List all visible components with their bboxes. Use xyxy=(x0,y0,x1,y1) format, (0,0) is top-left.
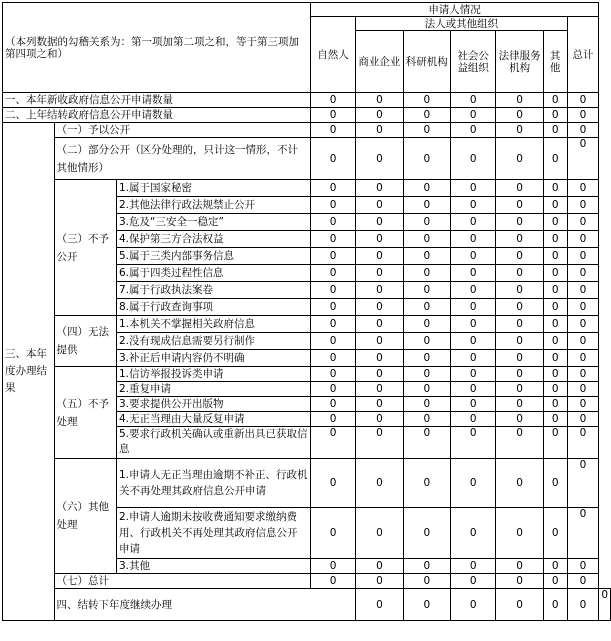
value-cell: 0 xyxy=(356,574,403,589)
value-cell: 0 xyxy=(543,248,567,265)
value-cell: 0 xyxy=(403,397,450,412)
value-cell: 0 xyxy=(496,427,543,459)
row-label: 二、上年结转政府信息公开申请数量 xyxy=(3,108,311,123)
value-cell: 0 xyxy=(496,508,543,559)
value-cell: 0 xyxy=(403,574,450,589)
value-cell: 0 xyxy=(567,108,599,123)
table-row xyxy=(3,316,611,333)
group-6-label: （六）其他处理 xyxy=(54,459,116,574)
value-cell: 0 xyxy=(403,282,450,299)
value-cell: 0 xyxy=(310,108,355,123)
row-label: 一、本年新收政府信息公开申请数量 xyxy=(3,93,311,108)
value-cell: 0 xyxy=(356,138,403,180)
value-cell: 0 xyxy=(310,180,355,197)
header-applicant: 申请人情况 xyxy=(310,3,598,17)
value-cell: 0 xyxy=(496,316,543,333)
value-cell: 0 xyxy=(567,214,599,231)
value-cell: 0 xyxy=(403,427,450,459)
value-cell: 0 xyxy=(450,589,495,621)
value-cell: 0 xyxy=(543,559,567,574)
value-cell: 0 xyxy=(496,180,543,197)
value-cell: 0 xyxy=(450,427,495,459)
value-cell: 0 xyxy=(543,333,567,350)
value-cell: 0 xyxy=(450,397,495,412)
value-cell: 0 xyxy=(356,282,403,299)
value-cell: 0 xyxy=(403,333,450,350)
value-cell: 0 xyxy=(567,382,599,397)
value-cell: 0 xyxy=(450,367,495,382)
value-cell: 0 xyxy=(543,197,567,214)
value-cell: 0 xyxy=(543,108,567,123)
value-cell: 0 xyxy=(496,397,543,412)
value-cell: 0 xyxy=(450,382,495,397)
value-cell: 0 xyxy=(543,397,567,412)
value-cell: 0 xyxy=(450,214,495,231)
value-cell: 0 xyxy=(403,265,450,282)
value-cell: 0 xyxy=(450,412,495,427)
value-cell: 0 xyxy=(356,333,403,350)
value-cell: 0 xyxy=(496,93,543,108)
value-cell: 0 xyxy=(310,367,355,382)
value-cell: 0 xyxy=(356,350,403,367)
value-cell: 0 xyxy=(496,282,543,299)
table-row xyxy=(3,123,611,138)
value-cell: 0 xyxy=(496,265,543,282)
value-cell: 0 xyxy=(450,231,495,248)
value-cell: 0 xyxy=(310,93,355,108)
value-cell: 0 xyxy=(567,316,599,333)
value-cell: 0 xyxy=(356,397,403,412)
value-cell: 0 xyxy=(567,265,599,282)
row-label: 1.属于国家秘密 xyxy=(116,180,310,197)
row-label: 1.申请人无正当理由逾期不补正、行政机关不再处理其政府信息公开申请 xyxy=(116,459,310,508)
value-cell: 0 xyxy=(310,397,355,412)
value-cell: 0 xyxy=(567,282,599,299)
value-cell: 0 xyxy=(567,350,599,367)
row-label: 5.属于三类内部事务信息 xyxy=(116,248,310,265)
value-cell: 0 xyxy=(496,231,543,248)
value-cell: 0 xyxy=(496,412,543,427)
value-cell: 0 xyxy=(310,350,355,367)
value-cell: 0 xyxy=(310,459,355,508)
value-cell: 0 xyxy=(567,559,599,574)
row-label: 2.其他法律行政法规禁止公开 xyxy=(116,197,310,214)
value-cell: 0 xyxy=(450,350,495,367)
value-cell: 0 xyxy=(543,350,567,367)
value-cell: 0 xyxy=(496,248,543,265)
value-cell: 0 xyxy=(403,197,450,214)
header-legal-service: 法律服务机构 xyxy=(496,31,543,93)
value-cell: 0 xyxy=(356,93,403,108)
value-cell: 0 xyxy=(567,508,599,559)
value-cell: 0 xyxy=(356,265,403,282)
group-4-label: （四）无法提供 xyxy=(54,316,116,367)
value-cell: 0 xyxy=(356,248,403,265)
row-label: 2.没有现成信息需要另行制作 xyxy=(116,333,310,350)
value-cell: 0 xyxy=(450,459,495,508)
value-cell: 0 xyxy=(496,214,543,231)
value-cell: 0 xyxy=(356,299,403,316)
value-cell: 0 xyxy=(356,214,403,231)
value-cell: 0 xyxy=(356,108,403,123)
value-cell: 0 xyxy=(310,427,355,459)
value-cell: 0 xyxy=(567,138,599,180)
value-cell: 0 xyxy=(543,382,567,397)
value-cell: 0 xyxy=(310,508,355,559)
value-cell: 0 xyxy=(543,265,567,282)
value-cell: 0 xyxy=(450,559,495,574)
value-cell: 0 xyxy=(403,559,450,574)
value-cell: 0 xyxy=(403,214,450,231)
value-cell: 0 xyxy=(356,367,403,382)
value-cell: 0 xyxy=(496,382,543,397)
table-row xyxy=(3,108,611,123)
value-cell: 0 xyxy=(450,282,495,299)
value-cell: 0 xyxy=(543,214,567,231)
value-cell: 0 xyxy=(310,138,355,180)
group-3-label: （三）不予公开 xyxy=(54,180,116,316)
value-cell: 0 xyxy=(543,282,567,299)
row-label: （二）部分公开（区分处理的，只计这一情形，不计其他情形） xyxy=(54,138,310,180)
value-cell: 0 xyxy=(356,427,403,459)
row-label: （一）予以公开 xyxy=(54,123,310,138)
value-cell: 0 xyxy=(496,108,543,123)
value-cell: 0 xyxy=(310,123,355,138)
value-cell: 0 xyxy=(310,382,355,397)
value-cell: 0 xyxy=(543,93,567,108)
value-cell: 0 xyxy=(543,589,567,621)
value-cell: 0 xyxy=(567,333,599,350)
value-cell: 0 xyxy=(310,197,355,214)
value-cell: 0 xyxy=(567,574,599,589)
value-cell: 0 xyxy=(543,180,567,197)
row-label: （七）总计 xyxy=(54,574,310,589)
value-cell: 0 xyxy=(543,427,567,459)
table-row xyxy=(3,367,611,382)
value-cell: 0 xyxy=(310,265,355,282)
value-cell: 0 xyxy=(543,508,567,559)
value-cell: 0 xyxy=(543,316,567,333)
header-legal-group: 法人或其他组织 xyxy=(356,17,567,31)
header-research: 科研机构 xyxy=(403,31,450,93)
header-social: 社会公益组织 xyxy=(450,31,495,93)
value-cell: 0 xyxy=(496,574,543,589)
value-cell: 0 xyxy=(450,248,495,265)
header-note: （本列数据的勾稽关系为：第一项加第二项之和，等于第三项加第四项之和） xyxy=(3,3,311,93)
value-cell: 0 xyxy=(567,299,599,316)
value-cell: 0 xyxy=(310,559,355,574)
table-row xyxy=(3,180,611,197)
value-cell: 0 xyxy=(567,589,599,621)
value-cell: 0 xyxy=(450,138,495,180)
value-cell: 0 xyxy=(356,459,403,508)
value-cell: 0 xyxy=(403,123,450,138)
value-cell: 0 xyxy=(567,367,599,382)
value-cell: 0 xyxy=(403,93,450,108)
value-cell: 0 xyxy=(403,508,450,559)
value-cell: 0 xyxy=(450,574,495,589)
value-cell: 0 xyxy=(310,333,355,350)
value-cell: 0 xyxy=(496,197,543,214)
table-row xyxy=(3,138,611,180)
value-cell: 0 xyxy=(496,350,543,367)
value-cell: 0 xyxy=(496,299,543,316)
value-cell: 0 xyxy=(450,333,495,350)
value-cell: 0 xyxy=(403,180,450,197)
value-cell: 0 xyxy=(310,282,355,299)
value-cell: 0 xyxy=(496,138,543,180)
row-label: 1.本机关不掌握相关政府信息 xyxy=(116,316,310,333)
value-cell: 0 xyxy=(567,427,599,459)
table-row xyxy=(3,459,611,508)
value-cell: 0 xyxy=(310,574,355,589)
value-cell: 0 xyxy=(496,589,543,621)
value-cell: 0 xyxy=(356,508,403,559)
value-cell: 0 xyxy=(567,248,599,265)
value-cell: 0 xyxy=(403,412,450,427)
value-cell: 0 xyxy=(403,459,450,508)
value-cell: 0 xyxy=(543,231,567,248)
header-commercial: 商业企业 xyxy=(356,31,403,93)
value-cell: 0 xyxy=(356,180,403,197)
value-cell: 0 xyxy=(496,459,543,508)
value-cell: 0 xyxy=(543,138,567,180)
row-label: 4.无正当理由大量反复申请 xyxy=(116,412,310,427)
value-cell: 0 xyxy=(450,108,495,123)
value-cell: 0 xyxy=(310,248,355,265)
value-cell: 0 xyxy=(403,350,450,367)
value-cell: 0 xyxy=(310,231,355,248)
value-cell: 0 xyxy=(567,412,599,427)
value-cell: 0 xyxy=(356,231,403,248)
header-natural-person: 自然人 xyxy=(310,17,355,93)
value-cell: 0 xyxy=(310,412,355,427)
row-label: 4.保护第三方合法权益 xyxy=(116,231,310,248)
value-cell: 0 xyxy=(356,316,403,333)
value-cell: 0 xyxy=(567,93,599,108)
value-cell: 0 xyxy=(543,123,567,138)
value-cell: 0 xyxy=(496,367,543,382)
value-cell: 0 xyxy=(543,574,567,589)
value-cell: 0 xyxy=(356,559,403,574)
section-3-label: 三、本年度办理结果 xyxy=(3,123,55,621)
value-cell: 0 xyxy=(310,316,355,333)
row-label: 3.补正后申请内容仍不明确 xyxy=(116,350,310,367)
value-cell: 0 xyxy=(450,316,495,333)
row-label: 7.属于行政执法案卷 xyxy=(116,282,310,299)
value-cell: 0 xyxy=(403,589,450,621)
value-cell: 0 xyxy=(450,180,495,197)
value-cell: 0 xyxy=(567,231,599,248)
value-cell: 0 xyxy=(496,559,543,574)
value-cell: 0 xyxy=(543,367,567,382)
value-cell: 0 xyxy=(450,93,495,108)
row-label: 6.属于四类过程性信息 xyxy=(116,265,310,282)
value-cell: 0 xyxy=(543,412,567,427)
row-label: 8.属于行政查询事项 xyxy=(116,299,310,316)
value-cell: 0 xyxy=(403,382,450,397)
value-cell: 0 xyxy=(356,382,403,397)
header-total: 总计 xyxy=(567,17,599,93)
value-cell: 0 xyxy=(403,138,450,180)
value-cell: 0 xyxy=(403,367,450,382)
value-cell: 0 xyxy=(450,299,495,316)
table-row xyxy=(3,93,611,108)
value-cell: 0 xyxy=(310,214,355,231)
value-cell: 0 xyxy=(450,265,495,282)
group-5-label: （五）不予处理 xyxy=(54,367,116,459)
table-row xyxy=(3,589,611,621)
table-row xyxy=(3,574,611,589)
value-cell: 0 xyxy=(567,397,599,412)
value-cell: 0 xyxy=(403,299,450,316)
value-cell: 0 xyxy=(496,123,543,138)
value-cell: 0 xyxy=(403,316,450,333)
value-cell: 0 xyxy=(356,589,403,621)
row-label: 2.重复申请 xyxy=(116,382,310,397)
header-other: 其他 xyxy=(543,31,567,93)
row-label: 四、结转下年度继续办理 xyxy=(54,589,356,621)
value-cell: 0 xyxy=(450,197,495,214)
value-cell: 0 xyxy=(450,123,495,138)
row-label: 1.信访举报投诉类申请 xyxy=(116,367,310,382)
value-cell: 0 xyxy=(496,333,543,350)
value-cell: 0 xyxy=(403,231,450,248)
statistics-table xyxy=(2,2,611,621)
value-cell: 0 xyxy=(567,123,599,138)
value-cell: 0 xyxy=(356,123,403,138)
value-cell: 0 xyxy=(310,299,355,316)
value-cell: 0 xyxy=(543,299,567,316)
value-cell: 0 xyxy=(403,248,450,265)
row-label: 3.其他 xyxy=(116,559,310,574)
row-label: 5.要求行政机关确认或重新出具已获取信息 xyxy=(116,427,310,459)
value-cell: 0 xyxy=(450,508,495,559)
row-label: 3.要求提供公开出版物 xyxy=(116,397,310,412)
value-cell: 0 xyxy=(356,412,403,427)
value-cell: 0 xyxy=(403,108,450,123)
value-cell: 0 xyxy=(567,459,599,508)
row-label: 3.危及“三安全一稳定” xyxy=(116,214,310,231)
value-cell: 0 xyxy=(599,589,611,621)
row-label: 2.申请人逾期未按收费通知要求缴纳费用、行政机关不再处理其政府信息公开申请 xyxy=(116,508,310,559)
value-cell: 0 xyxy=(356,197,403,214)
value-cell: 0 xyxy=(567,197,599,214)
value-cell: 0 xyxy=(567,180,599,197)
value-cell: 0 xyxy=(543,459,567,508)
